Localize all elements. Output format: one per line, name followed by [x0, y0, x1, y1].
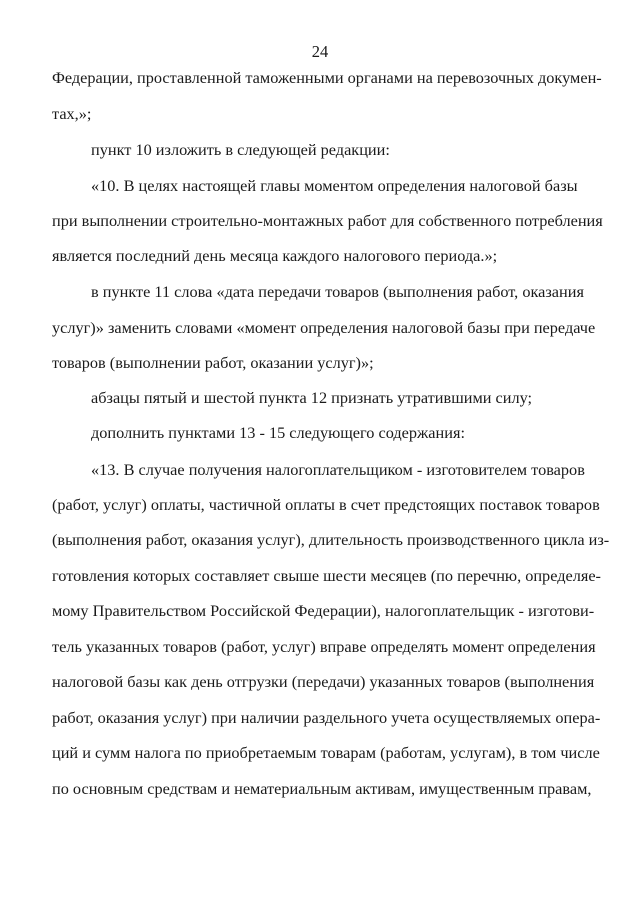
text-line: Федерации, проставленной таможенными органами на перевозочных докумен-: [52, 68, 602, 87]
text-line: тель указанных товаров (работ, услуг) вправе определять момент определения: [52, 637, 596, 656]
text-line: пункт 10 изложить в следующей редакции:: [91, 140, 390, 159]
text-line: по основным средствам и нематериальным активам, имущественным правам,: [52, 779, 592, 798]
text-line: «13. В случае получения налогоплательщиком - изготовителем товаров: [91, 460, 585, 479]
text-line: абзацы пятый и шестой пункта 12 признать утратившими силу;: [91, 388, 533, 407]
text-line: при выполнении строительно-монтажных работ для собственного потребления: [52, 211, 603, 230]
text-line: налоговой базы как день отгрузки (передачи) указанных товаров (выполнения: [52, 672, 595, 691]
text-line: в пункте 11 слова «дата передачи товаров (выполнения работ, оказания: [91, 282, 584, 301]
text-line: ций и сумм налога по приобретаемым товарам (работам, услугам), в том числе: [52, 743, 600, 762]
text-line: тах,»;: [52, 104, 92, 123]
page-number: 24: [311, 42, 329, 61]
text-line: является последний день месяца каждого налогового периода.»;: [52, 246, 498, 265]
text-line: услуг)» заменить словами «момент определения налоговой базы при передаче: [52, 318, 596, 337]
text-line: работ, оказания услуг) при наличии раздельного учета осуществляемых опера-: [52, 708, 601, 727]
text-line: товаров (выполнении работ, оказании услуг)»;: [52, 353, 374, 372]
text-line: мому Правительством Российской Федерации), налогоплательщик - изготови-: [52, 601, 595, 620]
text-line: дополнить пунктами 13 - 15 следующего содержания:: [91, 423, 465, 442]
text-line: готовления которых составляет свыше шести месяцев (по перечню, определяе-: [52, 566, 601, 585]
text-line: (выполнения работ, оказания услуг), длительность производственного цикла из-: [52, 530, 610, 549]
text-line: «10. В целях настоящей главы моментом определения налоговой базы: [91, 176, 578, 195]
text-line: (работ, услуг) оплаты, частичной оплаты в счет предстоящих поставок товаров: [52, 495, 600, 514]
